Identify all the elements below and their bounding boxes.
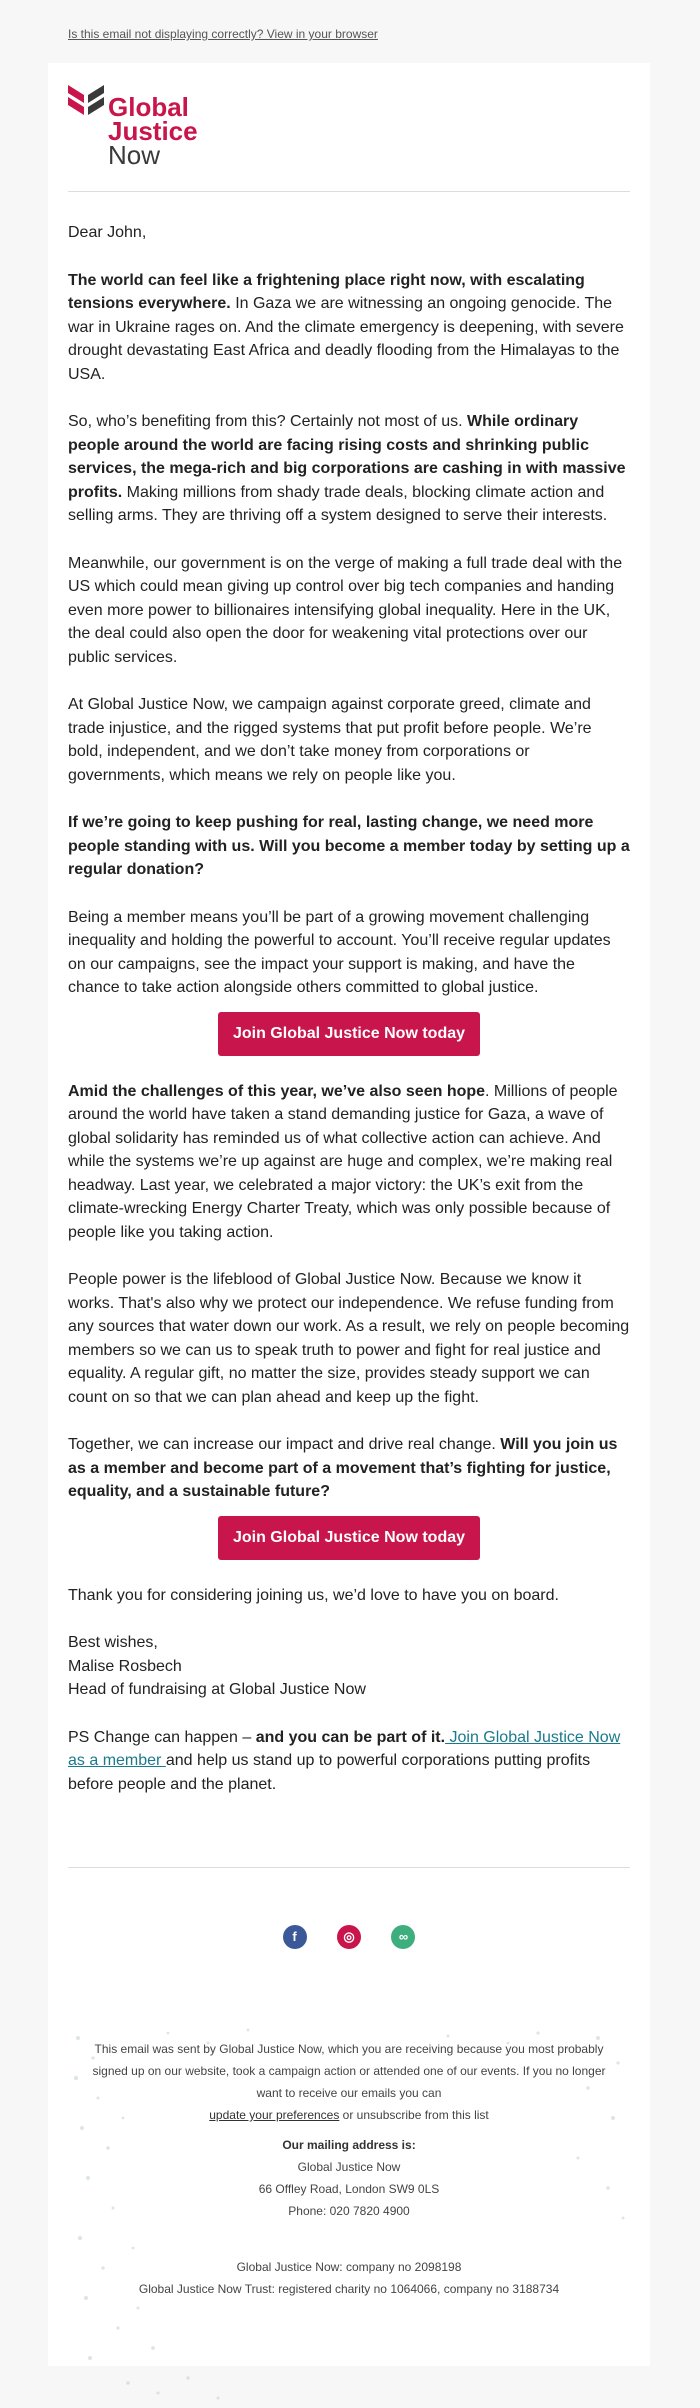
footer-divider [68,1867,630,1868]
flag-logo-icon [66,81,106,125]
signoff: Best wishes, Malise Rosbech Head of fundraising at Global Justice Now [68,1634,366,1698]
join-member-link[interactable]: Join Global Justice Now as a member [68,1728,621,1769]
logo-wordmark [108,92,198,170]
paragraph-8: People power is the lifeblood of Global Justice Now. Because we know it works. That's also why we protect our independence. We refuse funding from any sources that water down our work. As a result, we rely on people becoming members so we can us to speak truth to power and fight for real justice and equality. A regular gift, no matter the size, provides steady support we can count on so that we can plan ahead and keep up the fight. [68,1271,630,1406]
logo-word-now: Now [108,140,161,170]
paragraph-2: So, who’s benefiting from this? Certainly not most of us. While ordinary people around the world are facing rising costs and shrinking public services, the mega-rich and big corporations are cashing in with massive profits. Making millions from shady trade deals, blocking climate action and selling arms. They are thriving off a system designed to serve their interests. [68,413,626,524]
social-links [48,1925,650,1949]
paragraph-10: Thank you for considering joining us, we’d love to have you on board. [68,1586,559,1604]
global-justice-now-logo[interactable] [66,81,266,171]
paragraph-7: Amid the challenges of this year, we’ve also seen hope. Millions of people around the world have taken a stand demanding justice for Gaza, a wave of global solidarity has reminded us of what collective action can achieve. And while the systems we’re up against are huge and complex, we’re making real headway. Last year, we celebrated a major victory: the UK’s exit from the climate-wrecking Energy Charter Treaty, which was only possible because of people like you taking action. [68,1082,618,1241]
join-button-1[interactable]: Join Global Justice Now today [218,1012,480,1056]
view-in-browser-link[interactable]: Is this email not displaying correctly? View in your browser [68,27,378,41]
paragraph-1: The world can feel like a frightening place right now, with escalating tensions everywhere. In Gaza we are witnessing an ongoing genocide. The war in Ukraine rages on. And the climate emergency is deepening, with severe drought devastating East Africa and deadly flooding from the Himalayas to the USA. [68,271,624,383]
logo-word-justice: Justice [108,116,198,146]
logo-word-global: Global [108,92,189,122]
paragraph-3: Meanwhile, our government is on the verge of making a full trade deal with the US which could mean giving up control over big tech companies and handing even more power to billionaires intensifying global inequality. Here in the UK, the deal could also open the door for weakening vital protections over our public services. [68,554,623,666]
update-preferences-link[interactable]: update your preferences [209,2108,340,2122]
email-body [68,221,630,1820]
paragraph-9: Together, we can increase our impact and drive real change. Will you join us as a member and become part of a movement that’s fighting for justice, equality, and a sustainable future? [68,1436,618,1500]
email-card [48,63,650,2366]
paragraph-5: If we’re going to keep pushing for real, lasting change, we need more people standing with us. Will you become a member today by setting up a regular donation? [68,814,630,878]
footer-text [68,2018,630,2300]
facebook-icon[interactable]: f [283,1925,307,1949]
footer-intro: This email was sent by Global Justice Now, which you are receiving because you most probably signed up on our website, took a campaign action or attended one of our events. If you no longer want to receive our emails you can update your preferences or unsubscribe from this list [92,2042,606,2122]
link-icon[interactable]: ∞ [391,1925,415,1949]
footer [68,2018,630,2408]
paragraph-4: At Global Justice Now, we campaign against corporate greed, climate and trade injustice, and the rigged systems that put profit before people. We’re bold, independent, and we don’t take money from corporations or governments, which means we rely on people like you. [68,696,592,784]
mailing-address: Our mailing address is: Global Justice Now 66 Offley Road, London SW9 0LS Phone: 020 7820 4900 [258,2138,440,2218]
instagram-icon[interactable]: ◎ [337,1925,361,1949]
greeting: Dear John, [68,224,147,241]
company-info: Global Justice Now: company no 2098198 Global Justice Now Trust: registered charity no 1064066, company no 3188734 [138,2260,560,2296]
header-divider [68,191,630,192]
paragraph-6: Being a member means you’ll be part of a growing movement challenging inequality and holding the powerful to account. You’ll receive regular updates on our campaigns, see the impact your support is making, and have the chance to take action alongside others committed to global justice. [68,908,611,996]
join-button-2[interactable]: Join Global Justice Now today [218,1516,480,1560]
postscript: PS Change can happen – and you can be part of it. Join Global Justice Now as a member and help us stand up to powerful corporations putting profits before people and the planet. [68,1728,621,1793]
